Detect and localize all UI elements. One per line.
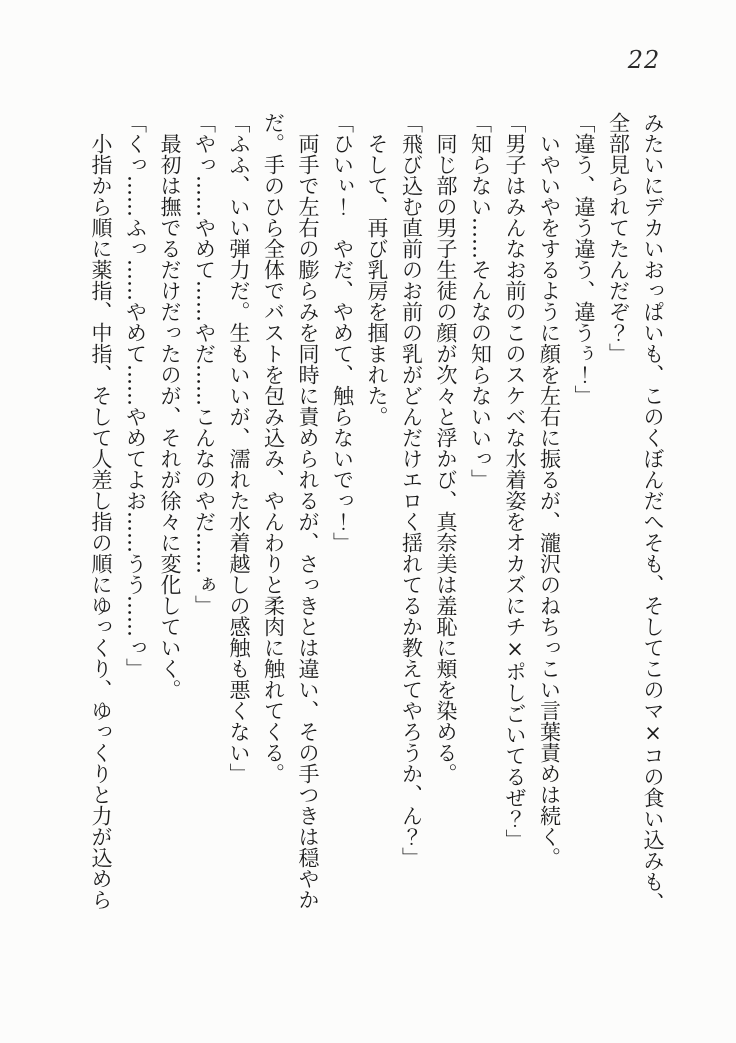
text-line: いやいやをするように顔を左右に振るが、瀧沢のねちっこい言葉責めは続く。 xyxy=(537,133,562,868)
text-line: 全部見られてたんだぞ？」 xyxy=(606,112,631,364)
text-line: 「男子はみんなお前のこのスケベな水着姿をオカズにチ×ポしごいてるぜ？」 xyxy=(503,112,527,850)
text-line: 「違う、違う違う、違うぅ！」 xyxy=(572,112,596,406)
text-line: みたいにデカいおっぱいも、このくぼんだへそも、そしてこのマ×コの食い込みも、 xyxy=(641,112,665,913)
text-line: 「ふふ、いい弾力だ。生もいいが、濡れた水着越しの感触も悪くない」 xyxy=(227,112,251,784)
text-line: 「くっ……ふっ……やめて……やめてよお……うう……っ」 xyxy=(123,112,148,679)
text-line: 最初は撫でるだけだったのが、それが徐々に変化していく。 xyxy=(158,133,182,700)
page-number: 22 xyxy=(627,46,661,74)
text-line: 両手で左右の膨らみを同時に責められるが、さっきとは違い、その手つきは穏やか xyxy=(296,133,320,910)
text-line: だ。手のひら全体でバストを包み込み、やんわりと柔肉に触れてくる。 xyxy=(261,112,286,784)
text-line: そして、再び乳房を掴まれた。 xyxy=(365,133,389,427)
text-line: 同じ部の男子生徒の顔が次々と浮かび、真奈美は羞恥に頬を染める。 xyxy=(434,133,458,784)
text-line: 「ひいぃ！ やだ、やめて、触らないでっ！」 xyxy=(330,112,355,553)
text-line: 「飛び込む直前のお前の乳がどんだけエロく揺れてるか教えてやろうか、ん？」 xyxy=(399,112,424,868)
text-line: 小指から順に薬指、中指、そして人差し指の順にゆっくり、ゆっくりと力が込めら xyxy=(89,133,113,910)
text-line: 「やっ……やめて……やだ……こんなのやだ……ぁ」 xyxy=(192,112,217,616)
text-line: 「知らない……そんなの知らないいっ」 xyxy=(468,112,493,490)
body-text xyxy=(84,112,671,930)
